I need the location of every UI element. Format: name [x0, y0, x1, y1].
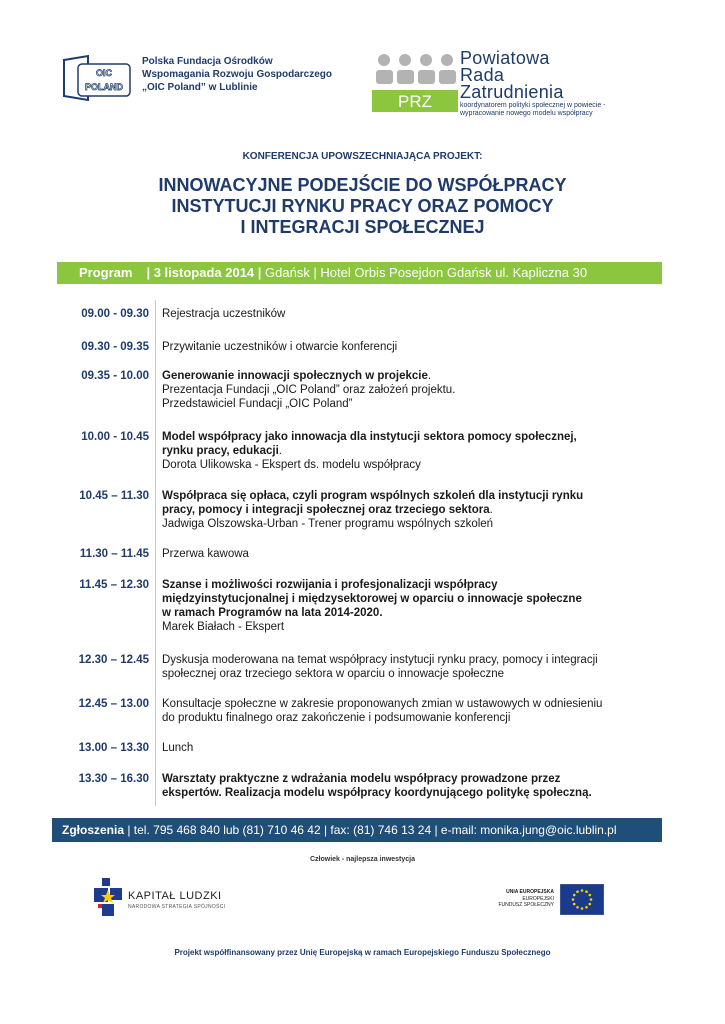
agenda-line	[162, 653, 662, 667]
agenda-line	[162, 444, 662, 458]
agenda-line-suffix: .	[278, 445, 282, 457]
agenda-line	[162, 397, 662, 411]
agenda-description	[162, 578, 662, 634]
agenda-line-text: Marek Białach - Ekspert	[162, 621, 285, 633]
agenda-description	[162, 547, 662, 561]
footer-note: Projekt współfinansowany przez Unię Europejską w ramach Europejskiego Funduszu Społecznego	[174, 948, 551, 957]
prz-logo-text: PRZ	[398, 92, 432, 111]
kapital-ludzki-logo	[92, 876, 292, 924]
agenda-line-text: społecznej oraz trzeciego sektora w oparciu o innowacje społeczne	[162, 668, 504, 680]
agenda-line	[162, 340, 662, 354]
agenda-time: 10.45 – 11.30	[79, 490, 149, 502]
agenda-line	[162, 489, 662, 503]
agenda-line-text: Prezentacja Fundacji „OIC Poland” oraz założeń projektu.	[162, 384, 456, 396]
agenda-time: 09.30 - 09.35	[81, 341, 149, 353]
agenda-description	[162, 340, 662, 354]
agenda-description	[162, 741, 662, 755]
prz-logo	[372, 52, 458, 112]
agenda-line	[162, 503, 662, 517]
agenda-time: 09.35 - 10.00	[81, 370, 149, 382]
agenda-time: 09.00 - 09.30	[81, 308, 149, 320]
agenda-line-suffix: .	[489, 504, 493, 516]
agenda-description	[162, 772, 662, 800]
agenda-time: 11.30 – 11.45	[79, 548, 149, 560]
registration-label: Zgłoszenia	[62, 823, 125, 837]
agenda-line	[162, 517, 662, 531]
eu-star	[573, 903, 576, 906]
agenda-line-text: pracy, pomocy i integracji społecznej oraz trzeciego sektora	[162, 504, 490, 516]
agenda-line-text: Współpraca się opłaca, czyli program wspólnych szkoleń dla instytucji rynku	[162, 490, 584, 502]
agenda-line-text: do produktu finalnego oraz zakończenie i podsumowanie konferencji	[162, 712, 511, 724]
agenda-time: 13.30 – 16.30	[78, 773, 149, 785]
agenda-line-text: Przedstawiciel Fundacji „OIC Poland”	[162, 398, 353, 410]
registration-bar	[52, 818, 662, 842]
agenda-description	[162, 653, 662, 681]
agenda-line	[162, 458, 662, 472]
eu-flag-icon	[560, 884, 604, 915]
program-label: Program	[79, 265, 133, 280]
agenda-line-text: Warsztaty praktyczne z wdrażania modelu współpracy prowadzone przez	[162, 773, 561, 785]
eu-text: UNIA EUROPEJSKA EUROPEJSKI FUNDUSZ SPOŁECZNY	[498, 889, 554, 908]
agenda-line-text: Dorota Ulikowska - Ekspert ds. modelu współpracy	[162, 459, 421, 471]
conference-label: KONFERENCJA UPOWSZECHNIAJĄCA PROJEKT:	[242, 151, 483, 162]
agenda-line	[162, 369, 662, 383]
agenda-line	[162, 620, 662, 634]
agenda-line-text: międzyinstytucjonalnej i międzysektorowej w oparciu o innowacje społeczne	[162, 593, 582, 605]
program-bar	[57, 262, 662, 284]
agenda-time: 11.45 – 12.30	[79, 579, 149, 591]
kapital-ludzki-star-icon	[92, 876, 124, 924]
agenda-line	[162, 772, 662, 786]
prz-header	[372, 48, 672, 118]
agenda-line	[162, 578, 662, 592]
eu-star	[585, 890, 588, 893]
agenda-line-text: ekspertów. Realizacja modelu współpracy koordynującego politykę społeczną.	[162, 787, 592, 799]
agenda-line-text: Konsultacje społeczne w zakresie proponowanych zmian w ustawowych w odniesieniu	[162, 698, 603, 710]
agenda-line	[162, 697, 662, 711]
eu-star	[572, 898, 575, 901]
agenda-line-text: Lunch	[162, 742, 194, 754]
agenda-line-text: Model współpracy jako innowacja dla instytucji sektora pomocy społecznej,	[162, 431, 577, 443]
agenda-line-suffix: .	[427, 370, 432, 382]
agenda-line	[162, 307, 662, 321]
agenda-time: 10.00 - 10.45	[81, 431, 149, 443]
prz-title: Powiatowa Rada Zatrudnienia	[460, 48, 564, 102]
eu-star	[581, 907, 584, 910]
agenda-line-text: rynku pracy, edukacji	[162, 445, 279, 457]
oic-logo-text-1: OIC	[95, 68, 113, 78]
program-place: Gdańsk | Hotel Orbis Posejdon Gdańsk ul. Kapliczna 30	[261, 265, 588, 280]
agenda-line	[162, 606, 662, 620]
agenda-line	[162, 592, 662, 606]
agenda-line	[162, 667, 662, 681]
agenda-divider	[155, 300, 156, 806]
page-title: INNOWACYJNE PODEJŚCIE DO WSPÓŁPRACY INSTYTUCJI RYNKU PRACY ORAZ POMOCY I INTEGRACJI SPOŁECZNEJ	[158, 175, 567, 237]
oic-header	[58, 50, 358, 110]
eu-star	[588, 903, 591, 906]
registration-details: | tel. 795 468 840 lub (81) 710 46 42 | fax: (81) 746 13 24 | e-mail: monika.jung@oic.lublin.pl	[124, 823, 617, 837]
agenda-description	[162, 489, 662, 531]
agenda-description	[162, 430, 662, 472]
oic-logo-text-2: POLAND	[85, 82, 123, 92]
agenda-line-text: Szanse i możliwości rozwijania i profesjonalizacji współpracy	[162, 579, 498, 591]
eu-star	[585, 906, 588, 909]
agenda-time: 12.30 – 12.45	[78, 654, 149, 666]
oic-poland-logo	[58, 54, 134, 104]
kapital-ludzki-sub: NARODOWA STRATEGIA SPÓJNOŚCI	[128, 904, 226, 910]
prz-subtitle: koordynatorem polityki społecznej w powiecie - wypracowanie nowego modelu współpracy	[460, 102, 606, 117]
program-date: | 3 listopada 2014 |	[146, 265, 262, 280]
agenda-line	[162, 430, 662, 444]
agenda-line-text: Jadwiga Olszowska-Urban - Trener programu wspólnych szkoleń	[162, 518, 494, 530]
eu-star	[576, 890, 579, 893]
eu-star	[576, 906, 579, 909]
agenda-line	[162, 786, 662, 800]
agenda-line-text: Rejestracja uczestników	[162, 308, 286, 320]
eu-star	[588, 894, 591, 897]
agenda-time: 12.45 – 13.00	[78, 698, 149, 710]
kapital-ludzki-name: KAPITAŁ LUDZKI	[128, 890, 222, 902]
agenda-line	[162, 547, 662, 561]
agenda-line-text: Generowanie innowacji społecznych w projekcie	[162, 370, 428, 382]
agenda-line-text: w ramach Programów na lata 2014-2020.	[162, 607, 383, 619]
eu-star	[581, 889, 584, 892]
agenda-line-text: Przywitanie uczestników i otwarcie konferencji	[162, 341, 398, 353]
agenda-line-text: Dyskusja moderowana na temat współpracy instytucji rynku pracy, pomocy i integracji	[162, 654, 598, 666]
oic-org-name: Polska Fundacja Ośrodków Wspomagania Rozwoju Gospodarczego „OIC Poland” w Lublinie	[142, 56, 333, 93]
agenda-description	[162, 697, 662, 725]
agenda-time: 13.00 – 13.30	[78, 742, 149, 754]
agenda-line	[162, 711, 662, 725]
agenda-line	[162, 741, 662, 755]
agenda-line	[162, 383, 662, 397]
eu-star	[590, 898, 593, 901]
motto: Człowiek - najlepsza inwestycja	[309, 856, 416, 863]
eu-star	[573, 894, 576, 897]
agenda-description	[162, 307, 662, 321]
agenda-line-text: Przerwa kawowa	[162, 548, 249, 560]
agenda-description	[162, 369, 662, 411]
